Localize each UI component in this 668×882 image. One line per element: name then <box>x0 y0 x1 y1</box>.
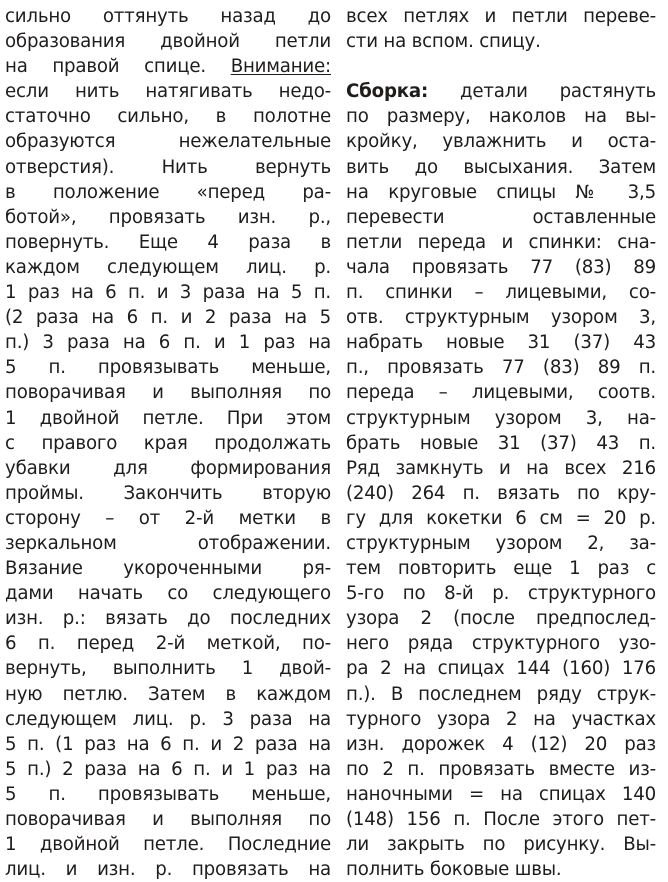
text-line: вернуть, выполнить 1 двой- <box>5 658 331 680</box>
text-line: если нить натягивать недо- <box>5 81 331 103</box>
text-line: (148) 156 п. После этого пет- <box>346 809 656 830</box>
text-line: петли переда и спинки: сна- <box>346 231 656 253</box>
text-fragment: на правой спице. <box>5 56 206 78</box>
text-line: п.) 3 раза на 6 п. и 1 раз на <box>5 332 331 354</box>
text-line: структурным узором 3, на- <box>346 407 656 429</box>
text-line: (2 раза на 6 п. и 2 раза на 5 <box>5 307 331 329</box>
text-line: 1 двойной петле. Последние <box>5 834 331 856</box>
text-line: по 2 п. провязать вместе из- <box>346 758 656 780</box>
text-line: 5 п. провязывать меньше, <box>5 357 331 379</box>
text-line-with-note <box>5 54 331 79</box>
text-line: него ряда структурного узо- <box>346 633 656 655</box>
text-line: 1 раз на 6 п. и 3 раза на 5 п. <box>5 282 331 304</box>
paragraph-gap <box>346 54 656 79</box>
text-line: 5 п. (1 раз на 6 п. и 2 раза на <box>5 733 331 755</box>
text-line: чала провязать 77 (83) 89 <box>346 256 656 278</box>
attention-note: Внимание: <box>230 56 331 78</box>
assembly-first-line <box>346 79 656 104</box>
text-line: вить до высыхания. Затем <box>346 156 656 178</box>
text-fragment: детали растянуть <box>459 81 656 103</box>
right-text-column <box>346 4 656 882</box>
text-line: перевести оставленные <box>346 206 656 228</box>
text-line: п. спинки – лицевыми, со- <box>346 282 656 304</box>
text-line: турного узора 2 на участках <box>346 708 656 730</box>
text-line: повернуть. Еще 4 раза в <box>5 231 331 253</box>
text-line: сти на вспом. спицу. <box>346 31 541 53</box>
text-line: образуются нежелательные <box>5 131 331 153</box>
text-line: узора 2 (после предпослед- <box>346 608 656 630</box>
text-line: ную петлю. Затем в каждом <box>5 683 331 705</box>
text-line: 1 двойной петле. При этом <box>5 407 331 429</box>
text-line: изн. р.: вязать до последних <box>5 608 331 630</box>
assembly-heading: Сборка: <box>346 81 429 103</box>
text-line: переда – лицевыми, соотв. <box>346 382 656 404</box>
text-line: сторону – от 2-й метки в <box>5 507 331 529</box>
text-line: гу для кокетки 6 см = 20 р. <box>346 507 656 529</box>
left-text-column <box>5 4 331 882</box>
text-line: в положение «перед ра- <box>5 181 331 203</box>
text-line: 6 п. перед 2-й меткой, по- <box>5 633 331 655</box>
text-line: отв. структурным узором 3, <box>346 307 656 329</box>
text-line: на круговые спицы № 3,5 <box>346 181 656 203</box>
text-line: по размеру, наколов на вы- <box>346 106 656 128</box>
text-line: поворачивая и выполняя по <box>5 809 331 830</box>
text-line: отверстия). Нить вернуть <box>5 156 331 178</box>
text-line: Вязание укороченными ря- <box>5 558 331 580</box>
text-line: п., провязать 77 (83) 89 п. <box>346 357 656 379</box>
text-line: с правого края продолжать <box>5 432 331 454</box>
text-line: статочно сильно, в полотне <box>5 106 331 128</box>
text-line: (240) 264 п. вязать по кру- <box>346 482 656 504</box>
text-line: всех петлях и петли переве- <box>346 6 656 27</box>
text-line: поворачивая и выполняя по <box>5 382 331 404</box>
text-line: каждом следующем лиц. р. <box>5 256 331 278</box>
text-line: ра 2 на спицах 144 (160) 176 <box>346 658 656 680</box>
text-line: образования двойной петли <box>5 31 331 53</box>
text-line: ли закрыть по рисунку. Вы- <box>346 834 656 856</box>
text-line: проймы. Закончить вторую <box>5 482 331 504</box>
text-line: зеркальном отображении. <box>5 532 331 554</box>
text-line: следующем лиц. р. 3 раза на <box>5 708 331 730</box>
text-line: сильно оттянуть назад до <box>5 6 331 27</box>
text-line: наночными = на спицах 140 <box>346 783 656 805</box>
text-line: Ряд замкнуть и на всех 216 <box>346 457 656 479</box>
text-line: 5-го по 8-й р. структурного <box>346 583 656 605</box>
text-line: 5 п.) 2 раза на 6 п. и 1 раз на <box>5 758 331 780</box>
text-line: кройку, увлажнить и оста- <box>346 131 656 153</box>
text-line: полнить боковые швы. <box>346 859 562 881</box>
text-line: брать новые 31 (37) 43 п. <box>346 432 656 454</box>
text-line: набрать новые 31 (37) 43 <box>346 332 656 354</box>
text-line: структурным узором 2, за- <box>346 532 656 554</box>
text-line: п.). В последнем ряду струк- <box>346 683 656 705</box>
text-line: изн. дорожек 4 (12) 20 раз <box>346 733 656 755</box>
text-line: дами начать со следующего <box>5 583 331 605</box>
text-line: ботой», провязать изн. р., <box>5 206 331 228</box>
text-line: тем повторить еще 1 раз с <box>346 558 656 580</box>
text-line: убавки для формирования <box>5 457 331 479</box>
text-line: 5 п. провязывать меньше, <box>5 783 331 805</box>
text-line: лиц. и изн. р. провязать на <box>5 859 331 881</box>
